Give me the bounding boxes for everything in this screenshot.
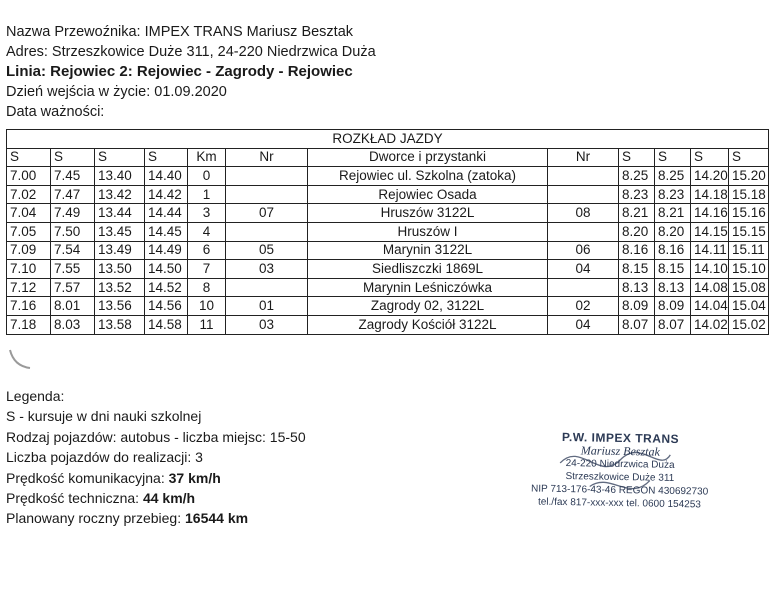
- table-cell: 14.04: [691, 297, 729, 316]
- legend-school-days: S - kursuje w dni nauki szkolnej: [6, 408, 202, 425]
- stamp-ids: NIP 713-176-43-46 REGON 430692730: [530, 483, 709, 498]
- table-cell: 8.20: [655, 222, 691, 241]
- table-cell: 14.10: [691, 260, 729, 279]
- column-header: Km: [188, 148, 226, 167]
- effective-date: Dzień wejścia w życie: 01.09.2020: [6, 84, 227, 100]
- table-row: [7, 222, 769, 241]
- table-cell: 14.52: [145, 278, 188, 297]
- stop-name-cell: Zagrody 02, 3122L: [308, 297, 548, 316]
- timetable-header-row: [7, 148, 769, 167]
- column-header: S: [51, 148, 95, 167]
- table-cell: [226, 222, 308, 241]
- table-cell: [226, 278, 308, 297]
- table-cell: 7.18: [7, 315, 51, 334]
- column-header: S: [619, 148, 655, 167]
- table-cell: 15.04: [729, 297, 769, 316]
- stop-name-cell: Rejowiec Osada: [308, 185, 548, 204]
- table-cell: 8.07: [655, 315, 691, 334]
- table-cell: 13.52: [95, 278, 145, 297]
- stamp-address2: Strzeszkowice Duże 311: [565, 471, 675, 484]
- table-cell: 13.49: [95, 241, 145, 260]
- table-cell: 14.40: [145, 167, 188, 186]
- carrier-address: Adres: Strzeszkowice Duże 311, 24-220 Niedrzwica Duża: [6, 44, 376, 60]
- table-cell: [548, 278, 619, 297]
- table-cell: 8.09: [655, 297, 691, 316]
- scan-artifact: [4, 346, 44, 376]
- document-header: [6, 22, 376, 122]
- table-cell: 11: [188, 315, 226, 334]
- table-cell: 13.44: [95, 204, 145, 223]
- table-cell: 8.13: [619, 278, 655, 297]
- legend-vehicle-count: Liczba pojazdów do realizacji: 3: [6, 449, 203, 466]
- table-cell: 7.10: [7, 260, 51, 279]
- table-cell: 14.20: [691, 167, 729, 186]
- table-row: [7, 297, 769, 316]
- table-cell: 7.16: [7, 297, 51, 316]
- table-cell: 06: [548, 241, 619, 260]
- carrier-name: Nazwa Przewoźnika: IMPEX TRANS Mariusz Besztak: [6, 24, 354, 40]
- table-cell: 14.02: [691, 315, 729, 334]
- legend-title: Legenda:: [6, 388, 65, 404]
- table-cell: [226, 167, 308, 186]
- table-cell: 8.13: [655, 278, 691, 297]
- validity-date: Data ważności:: [6, 104, 105, 120]
- table-cell: 04: [548, 260, 619, 279]
- table-cell: 13.45: [95, 222, 145, 241]
- table-cell: 13.50: [95, 260, 145, 279]
- stop-name-cell: Hruszów 3122L: [308, 204, 548, 223]
- table-cell: [548, 167, 619, 186]
- table-cell: 7.49: [51, 204, 95, 223]
- table-cell: 8.09: [619, 297, 655, 316]
- table-cell: 7.45: [51, 167, 95, 186]
- timetable: [6, 129, 769, 335]
- table-cell: 13.42: [95, 185, 145, 204]
- table-cell: 4: [188, 222, 226, 241]
- table-cell: 7.57: [51, 278, 95, 297]
- legend-mileage: Planowany roczny przebieg: 16544 km: [6, 510, 249, 527]
- table-cell: 14.45: [145, 222, 188, 241]
- stamp-owner: Mariusz Besztak: [580, 443, 660, 459]
- table-cell: 8.15: [655, 260, 691, 279]
- table-cell: 14.49: [145, 241, 188, 260]
- table-cell: 1: [188, 185, 226, 204]
- stamp-company: P.W. IMPEX TRANS: [561, 429, 680, 447]
- table-cell: 08: [548, 204, 619, 223]
- stop-name-cell: Rejowiec ul. Szkolna (zatoka): [308, 167, 548, 186]
- column-header: S: [729, 148, 769, 167]
- table-row: [7, 315, 769, 334]
- table-cell: 15.11: [729, 241, 769, 260]
- table-cell: 02: [548, 297, 619, 316]
- table-cell: 8.20: [619, 222, 655, 241]
- table-cell: 15.18: [729, 185, 769, 204]
- stop-name-cell: Marynin 3122L: [308, 241, 548, 260]
- timetable-title: ROZKŁAD JAZDY: [7, 130, 769, 149]
- company-stamp: [519, 430, 720, 511]
- column-header: Nr: [226, 148, 308, 167]
- column-header: S: [691, 148, 729, 167]
- table-row: [7, 260, 769, 279]
- stop-name-cell: Siedliszczki 1869L: [308, 260, 548, 279]
- stop-name-cell: Zagrody Kościół 3122L: [308, 315, 548, 334]
- table-cell: 15.02: [729, 315, 769, 334]
- table-cell: 14.58: [145, 315, 188, 334]
- table-cell: 03: [226, 315, 308, 334]
- table-cell: 8.21: [619, 204, 655, 223]
- table-cell: 14.44: [145, 204, 188, 223]
- table-cell: [548, 222, 619, 241]
- table-cell: 07: [226, 204, 308, 223]
- column-header: S: [145, 148, 188, 167]
- signature-scribble: [519, 430, 721, 523]
- table-cell: 14.11: [691, 241, 729, 260]
- legend: [6, 386, 306, 529]
- table-cell: 8.21: [655, 204, 691, 223]
- table-cell: 13.58: [95, 315, 145, 334]
- legend-tech-speed: Prędkość techniczna: 44 km/h: [6, 490, 196, 507]
- table-cell: 7.47: [51, 185, 95, 204]
- table-row: [7, 185, 769, 204]
- table-row: [7, 278, 769, 297]
- table-cell: 8: [188, 278, 226, 297]
- table-cell: 8.23: [655, 185, 691, 204]
- stop-name-cell: Hruszów I: [308, 222, 548, 241]
- stop-name-cell: Marynin Leśniczówka: [308, 278, 548, 297]
- table-cell: [548, 185, 619, 204]
- table-cell: 14.50: [145, 260, 188, 279]
- column-header: S: [95, 148, 145, 167]
- table-cell: 13.56: [95, 297, 145, 316]
- table-cell: 7.12: [7, 278, 51, 297]
- table-cell: 8.16: [655, 241, 691, 260]
- table-cell: 8.16: [619, 241, 655, 260]
- table-cell: 7.54: [51, 241, 95, 260]
- table-cell: 14.42: [145, 185, 188, 204]
- table-cell: 04: [548, 315, 619, 334]
- legend-comm-speed: Prędkość komunikacyjna: 37 km/h: [6, 469, 221, 486]
- table-cell: 8.03: [51, 315, 95, 334]
- table-cell: 7.55: [51, 260, 95, 279]
- table-cell: 7.02: [7, 185, 51, 204]
- table-cell: 14.18: [691, 185, 729, 204]
- stamp-phone: tel./fax 817-xxx-xxx tel. 0600 154253: [537, 496, 701, 511]
- table-cell: 7.00: [7, 167, 51, 186]
- table-cell: 01: [226, 297, 308, 316]
- table-cell: 0: [188, 167, 226, 186]
- table-cell: 10: [188, 297, 226, 316]
- table-row: [7, 241, 769, 260]
- table-cell: 8.01: [51, 297, 95, 316]
- table-cell: 15.15: [729, 222, 769, 241]
- table-cell: 15.08: [729, 278, 769, 297]
- table-cell: [226, 185, 308, 204]
- table-cell: 15.16: [729, 204, 769, 223]
- table-cell: 15.20: [729, 167, 769, 186]
- table-cell: 14.56: [145, 297, 188, 316]
- table-cell: 7: [188, 260, 226, 279]
- table-cell: 8.07: [619, 315, 655, 334]
- column-header: Nr: [548, 148, 619, 167]
- table-cell: 8.25: [619, 167, 655, 186]
- table-cell: 8.15: [619, 260, 655, 279]
- table-cell: 7.05: [7, 222, 51, 241]
- table-cell: 8.23: [619, 185, 655, 204]
- line-name: Linia: Rejowiec 2: Rejowiec - Zagrody - Rejowiec: [6, 63, 353, 80]
- table-cell: 14.15: [691, 222, 729, 241]
- table-cell: 7.09: [7, 241, 51, 260]
- table-cell: 8.25: [655, 167, 691, 186]
- column-header: Dworce i przystanki: [308, 148, 548, 167]
- legend-vehicle-type: Rodzaj pojazdów: autobus - liczba miejsc: 15-50: [6, 428, 306, 445]
- stamp-address1: 24-220 Niedrzwica Duża: [565, 458, 675, 471]
- table-cell: 6: [188, 241, 226, 260]
- table-cell: 15.10: [729, 260, 769, 279]
- table-cell: 7.04: [7, 204, 51, 223]
- table-cell: 05: [226, 241, 308, 260]
- column-header: S: [7, 148, 51, 167]
- table-cell: 7.50: [51, 222, 95, 241]
- table-cell: 3: [188, 204, 226, 223]
- table-cell: 14.08: [691, 278, 729, 297]
- table-row: [7, 204, 769, 223]
- timetable-body: [7, 167, 769, 334]
- column-header: S: [655, 148, 691, 167]
- table-cell: 03: [226, 260, 308, 279]
- table-cell: 13.40: [95, 167, 145, 186]
- table-cell: 14.16: [691, 204, 729, 223]
- table-row: [7, 167, 769, 186]
